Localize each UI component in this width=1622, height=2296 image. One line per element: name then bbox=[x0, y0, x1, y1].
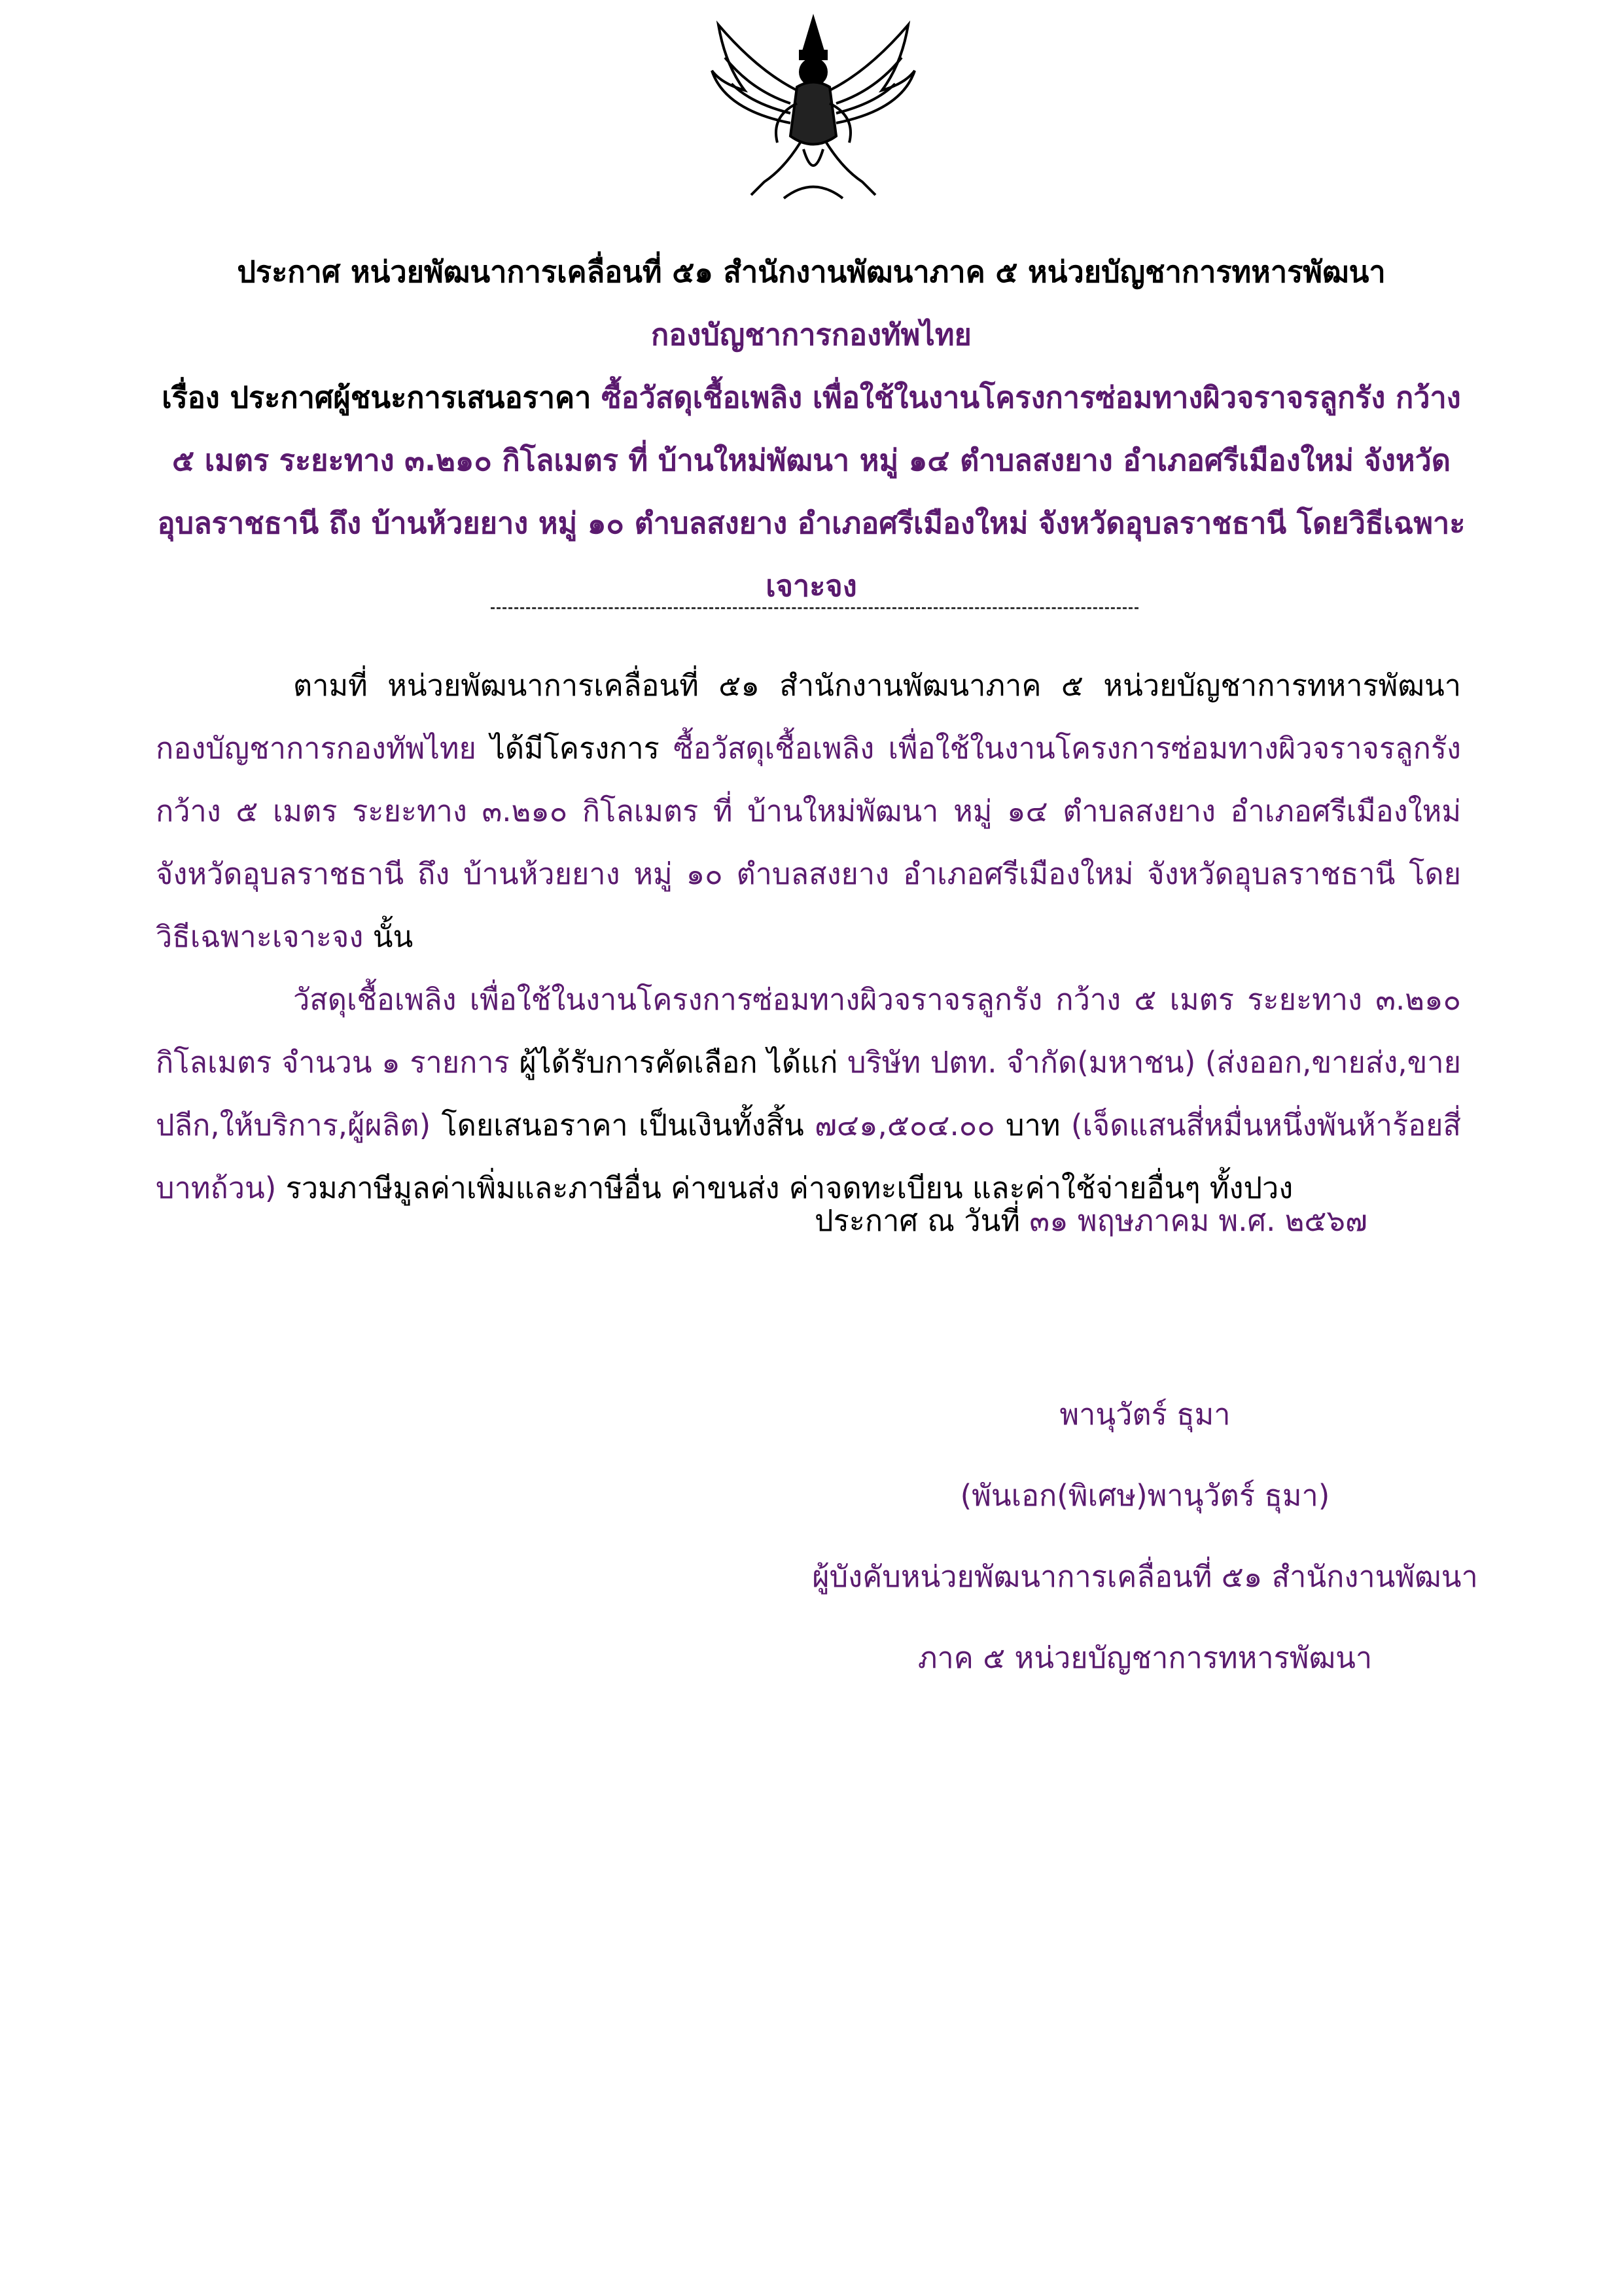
signer-title-2: ภาค ๕ หน่วยบัญชาการทหารพัฒนา bbox=[917, 1640, 1373, 1675]
p1-org: กองบัญชาการกองทัพไทย bbox=[156, 731, 476, 766]
signer-name: (พันเอก(พิเศษ)พานุวัตร์ ธุมา) bbox=[960, 1478, 1330, 1513]
p2-price: ๗๔๑,๕๐๔.๐๐ bbox=[815, 1108, 995, 1142]
announcement-header bbox=[150, 241, 1472, 618]
paragraph-1 bbox=[156, 654, 1461, 968]
p2-price-label: โดยเสนอราคา เป็นเงินทั้งสิ้น bbox=[431, 1108, 815, 1142]
garuda-emblem-icon bbox=[705, 12, 921, 208]
date-label: ประกาศ ณ วันที่ bbox=[815, 1203, 1030, 1238]
p2-winner: บริษัท ปตท. จำกัด(มหาชน) (ส่งออก,ขายส่ง,ขายปลีก,ให้บริการ,ผู้ผลิต) bbox=[156, 1045, 1462, 1142]
p1-intro: ตามที่ หน่วยพัฒนาการเคลื่อนที่ ๕๑ สำนักงานพัฒนาภาค ๕ หน่วยบัญชาการทหารพัฒนา bbox=[293, 668, 1461, 703]
subject bbox=[150, 366, 1472, 618]
announcement-body bbox=[156, 654, 1461, 1220]
announcement-date bbox=[815, 1190, 1367, 1252]
signature: พานุวัตร์ ธุมา bbox=[1059, 1397, 1231, 1432]
paragraph-2 bbox=[156, 968, 1461, 1220]
p2-currency: บาท bbox=[995, 1108, 1071, 1142]
p2-tax-note: รวมภาษีมูลค่าเพิ่มและภาษีอื่น ค่าขนส่ง ค่าจดทะเบียน และค่าใช้จ่ายอื่นๆ ทั้งปวง bbox=[276, 1171, 1294, 1205]
signature-block bbox=[785, 1374, 1505, 1699]
date-value: ๓๑ พฤษภาคม พ.ศ. ๒๕๖๗ bbox=[1029, 1203, 1367, 1238]
signer-title-1: ผู้บังคับหน่วยพัฒนาการเคลื่อนที่ ๕๑ สำนักงานพัฒนา bbox=[812, 1559, 1478, 1594]
p1-end: นั้น bbox=[363, 919, 414, 954]
subject-label: เรื่อง ประกาศผู้ชนะการเสนอราคา bbox=[162, 380, 602, 415]
p2-winner-label: ผู้ได้รับการคัดเลือก ได้แก่ bbox=[509, 1045, 848, 1080]
p2-price-words: (เจ็ดแสนสี่หมื่นหนึ่งพันห้าร้อยสี่บาทถ้วน) bbox=[156, 1108, 1461, 1205]
p1-project-label: ได้มีโครงการ bbox=[476, 731, 674, 766]
header-line-2: กองบัญชาการกองทัพไทย bbox=[651, 317, 972, 352]
p2-item: วัสดุเชื้อเพลิง เพื่อใช้ในงานโครงการซ่อมทางผิวจราจรลูกรัง กว้าง ๕ เมตร ระยะทาง ๓.๒๑๐ กิโลเมตร จำนวน ๑ รายการ bbox=[156, 982, 1461, 1080]
header-line-1: ประกาศ หน่วยพัฒนาการเคลื่อนที่ ๕๑ สำนักงานพัฒนาภาค ๕ หน่วยบัญชาการทหารพัฒนา bbox=[237, 255, 1386, 289]
divider bbox=[491, 607, 1138, 609]
subject-text: ซื้อวัสดุเชื้อเพลิง เพื่อใช้ในงานโครงการซ่อมทางผิวจราจรลูกรัง กว้าง ๕ เมตร ระยะทาง ๓.๒๑๐ กิโลเมตร ที่ บ้านใหม่พัฒนา หมู่ ๑๔ ตำบลสงยาง อำเภอศรีเมืองใหม่ จังหวัดอุบลราชธานี ถึง บ้านห้วยยาง หมู่ ๑๐ ตำบลสงยาง อำเภอศรีเมืองใหม่ จังหวัดอุบลราชธานี โดยวิธีเฉพาะเจาะจง bbox=[157, 380, 1466, 603]
p1-project: ซื้อวัสดุเชื้อเพลิง เพื่อใช้ในงานโครงการซ่อมทางผิวจราจรลูกรัง กว้าง ๕ เมตร ระยะทาง ๓.๒๑๐ กิโลเมตร ที่ บ้านใหม่พัฒนา หมู่ ๑๔ ตำบลสงยาง อำเภอศรีเมืองใหม่ จังหวัดอุบลราชธานี ถึง บ้านห้วยยาง หมู่ ๑๐ ตำบลสงยาง อำเภอศรีเมืองใหม่ จังหวัดอุบลราชธานี โดยวิธีเฉพาะเจาะจง bbox=[156, 731, 1461, 954]
